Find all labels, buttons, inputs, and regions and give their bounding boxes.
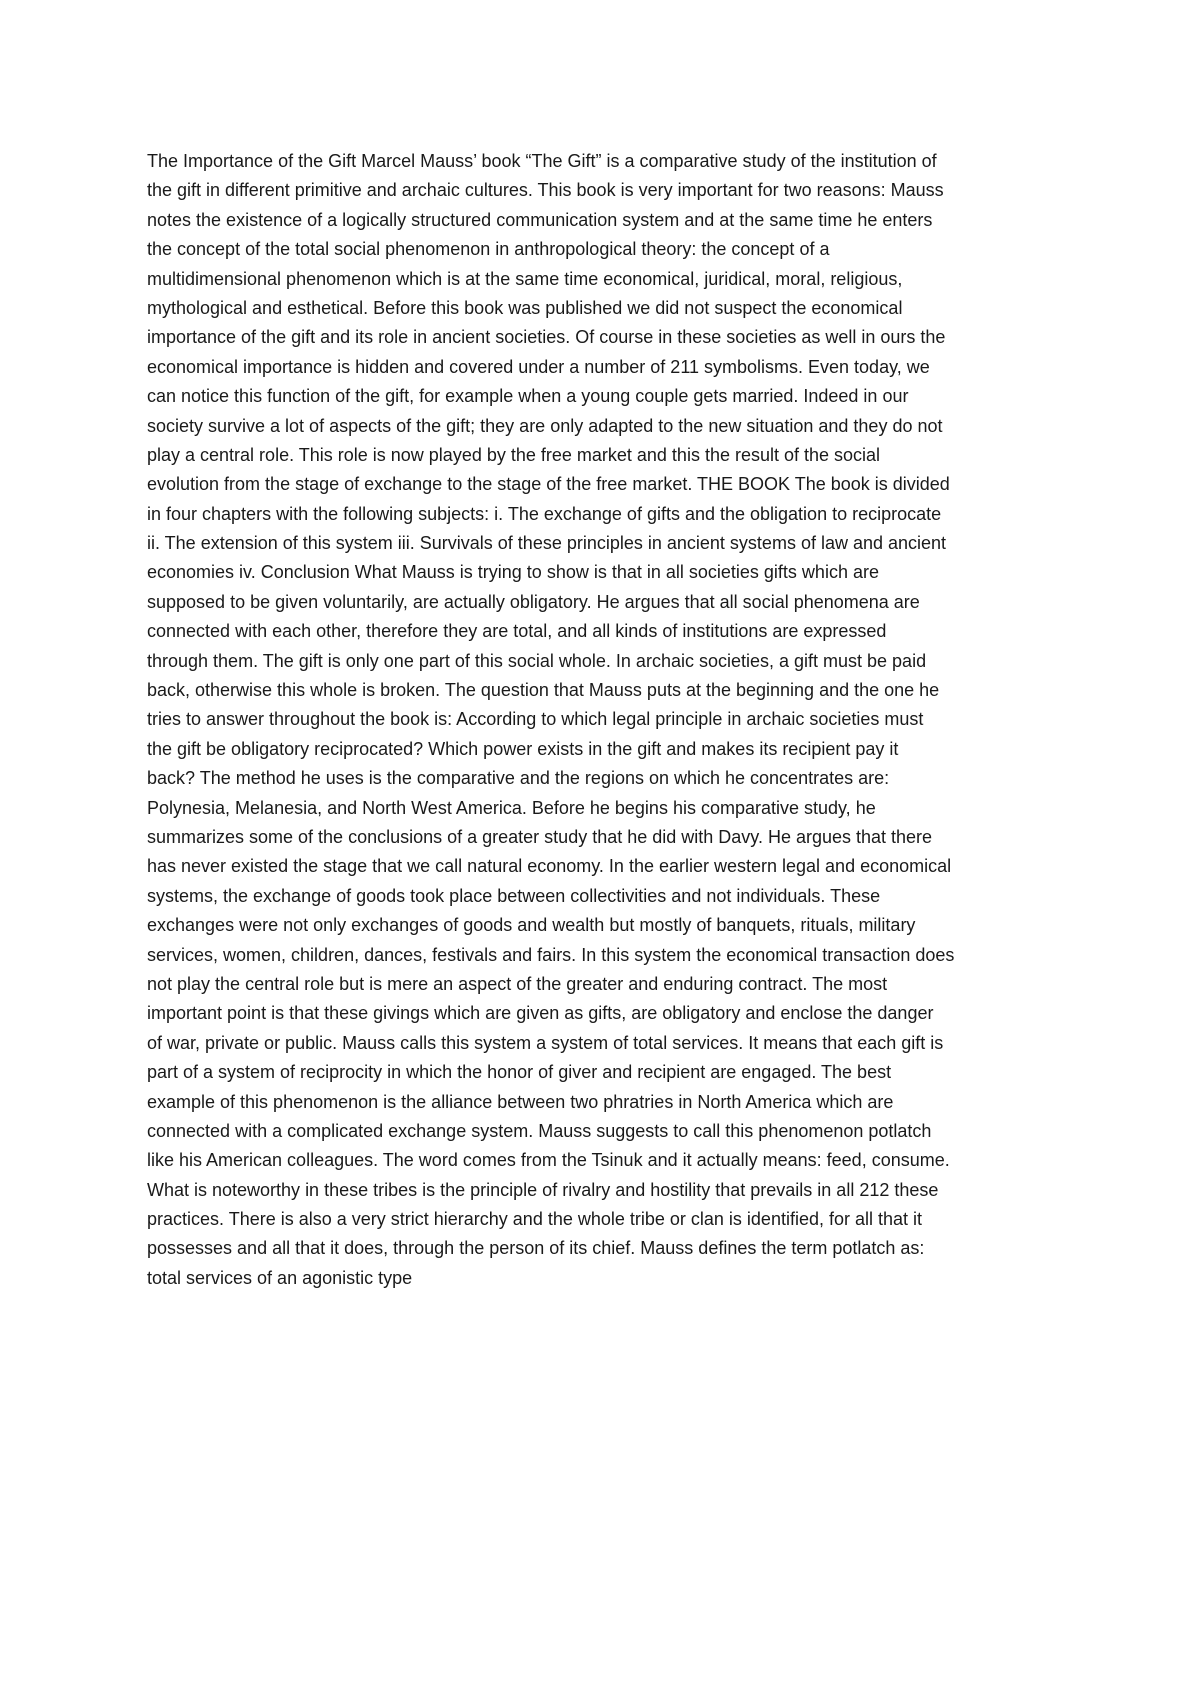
text-line: the gift in different primitive and archaic cultures. This book is very important for two reasons: Mauss: [147, 180, 944, 201]
text-line: The Importance of the Gift Marcel Mauss’ book “The Gift” is a comparative study of the institution of: [147, 151, 937, 171]
text-line: exchanges were not only exchanges of goods and wealth but mostly of banquets, rituals, military: [147, 915, 916, 936]
text-line: systems, the exchange of goods took place between collectivities and not individuals. These: [147, 885, 881, 906]
text-line: of war, private or public. Mauss calls this system a system of total services. It means that each gift is: [147, 1032, 944, 1053]
text-line: practices. There is also a very strict hierarchy and the whole tribe or clan is identified, for all that it: [147, 1209, 923, 1230]
text-line: connected with a complicated exchange system. Mauss suggests to call this phenomenon potlatch: [147, 1120, 932, 1141]
text-line: connected with each other, therefore they are total, and all kinds of institutions are expressed: [147, 621, 887, 642]
text-line: society survive a lot of aspects of the gift; they are only adapted to the new situation and they do not: [147, 415, 943, 436]
text-line: example of this phenomenon is the alliance between two phratries in North America which are: [147, 1091, 894, 1112]
text-line: like his American colleagues. The word comes from the Tsinuk and it actually means: feed, consume.: [147, 1150, 950, 1171]
text-line: evolution from the stage of exchange to the stage of the free market. THE BOOK The book is divided: [147, 474, 950, 495]
text-line: can notice this function of the gift, for example when a young couple gets married. Indeed in our: [147, 386, 909, 407]
text-line: important point is that these givings which are given as gifts, are obligatory and enclose the danger: [147, 1003, 934, 1024]
text-line: total services of an agonistic type: [147, 1267, 413, 1288]
text-line: the concept of the total social phenomenon in anthropological theory: the concept of a: [147, 239, 830, 260]
text-line: notes the existence of a logically structured communication system and at the same time he enters: [147, 209, 933, 230]
text-line: the gift be obligatory reciprocated? Which power exists in the gift and makes its recipient pay it: [147, 738, 899, 759]
text-line: not play the central role but is mere an aspect of the greater and enduring contract. The most: [147, 973, 888, 994]
text-line: What is noteworthy in these tribes is the principle of rivalry and hostility that prevails in all 212 these: [147, 1179, 939, 1200]
text-line: back, otherwise this whole is broken. The question that Mauss puts at the beginning and the one he: [147, 680, 940, 701]
text-line: in four chapters with the following subjects: i. The exchange of gifts and the obligation to reciprocate: [147, 503, 942, 524]
text-line: mythological and esthetical. Before this book was published we did not suspect the economical: [147, 297, 903, 318]
body-text: [147, 147, 1067, 1293]
text-line: economies iv. Conclusion What Mauss is trying to show is that in all societies gifts which are: [147, 562, 879, 583]
text-line: economical importance is hidden and covered under a number of 211 symbolisms. Even today, we: [147, 356, 930, 377]
text-line: summarizes some of the conclusions of a greater study that he did with Davy. He argues that there: [147, 826, 933, 847]
text-line: supposed to be given voluntarily, are actually obligatory. He argues that all social phenomena are: [147, 591, 920, 612]
text-line: Polynesia, Melanesia, and North West America. Before he begins his comparative study, he: [147, 797, 876, 818]
text-line: play a central role. This role is now played by the free market and this the result of the social: [147, 444, 881, 465]
text-line: has never existed the stage that we call natural economy. In the earlier western legal and economical: [147, 856, 952, 877]
text-line: services, women, children, dances, festivals and fairs. In this system the economical transaction does: [147, 944, 955, 965]
text-line: ii. The extension of this system iii. Survivals of these principles in ancient systems of law and ancient: [147, 533, 947, 554]
text-line: back? The method he uses is the comparative and the regions on which he concentrates are:: [147, 768, 890, 789]
text-line: through them. The gift is only one part of this social whole. In archaic societies, a gift must be paid: [147, 650, 927, 671]
text-line: part of a system of reciprocity in which the honor of giver and recipient are engaged. The best: [147, 1062, 892, 1083]
text-line: tries to answer throughout the book is: According to which legal principle in archaic societies must: [147, 709, 924, 730]
text-line: importance of the gift and its role in ancient societies. Of course in these societies as well in ours the: [147, 327, 946, 348]
text-line: possesses and all that it does, through the person of its chief. Mauss defines the term potlatch as:: [147, 1238, 925, 1259]
text-line: multidimensional phenomenon which is at the same time economical, juridical, moral, religious,: [147, 268, 903, 289]
